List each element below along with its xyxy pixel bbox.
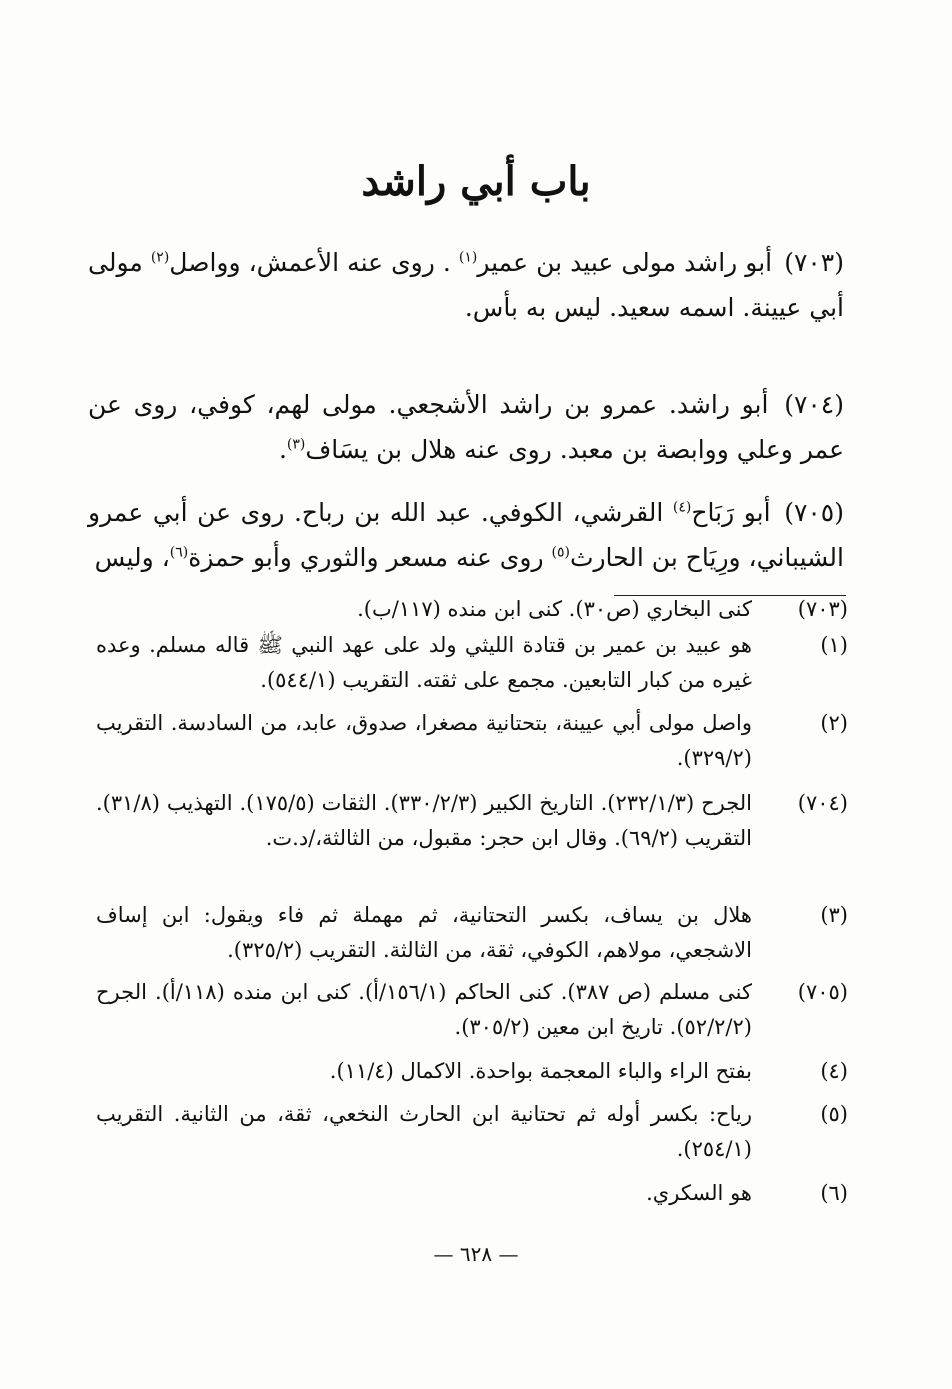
footnote-text: رياح: بكسر أوله ثم تحتانية ابن الحارث النخعي، ثقة، من الثانية. التقريب (٢٥٤/١). [96, 1102, 752, 1161]
footnote-number: (٧٠٣) [797, 597, 848, 621]
footnote-ref[interactable]: (٣) [286, 436, 306, 453]
footnote-705 [96, 975, 848, 1045]
footnote-ref[interactable]: (٢) [150, 249, 170, 266]
footnote-ref[interactable]: (٤) [672, 499, 692, 516]
footnote-ref[interactable]: (٥) [551, 544, 570, 561]
footnote-ref[interactable]: (٦) [169, 544, 189, 561]
footnote-text: كنى مسلم (ص ٣٨٧). كنى الحاكم (١٥٦/١/أ). كنى ابن منده (١١٨/أ). الجرح (٥٢/٢/٢). تاريخ ابن معين (٣٠٥/٢). [96, 980, 752, 1039]
entry-number: (٧٠٥) [784, 498, 845, 527]
footnote-1 [96, 628, 848, 698]
footnote-number: (١) [820, 633, 848, 657]
entry-text: أبو رَبَاح [691, 498, 771, 527]
entry-number: (٧٠٣) [784, 248, 845, 277]
chapter-title: باب أبي راشد [361, 158, 591, 205]
footnote-number: (٢) [820, 711, 848, 735]
entry-text: أبو راشد. عمرو بن راشد الأشجعي. مولى لهم، كوفي، روى عن عمر وعلي ووابصة بن معبد. روى عنه هلال بن يسَاف [88, 390, 844, 464]
footnote-text: واصل مولى أبي عيينة، بتحتانية مصغرا، صدوق، عابد، من السادسة. التقريب (٣٢٩/٢). [96, 711, 752, 770]
footnote-2 [96, 706, 848, 776]
footnote-text: الجرح (٢٣٢/١/٣). التاريخ الكبير (٣٣٠/٢/٣). الثقات (١٧٥/٥). التهذيب (٣١/٨). التقريب (٦٩/٢). وقال ابن حجر: مقبول، من الثالثة،/د.ت. [96, 791, 752, 850]
entry-text: . روى عنه الأعمش، وواصل [169, 248, 459, 277]
entry-703 [88, 240, 844, 330]
entry-text: ، وليس [94, 543, 170, 572]
footnote-4 [96, 1054, 848, 1089]
footnote-number: (٥) [820, 1102, 848, 1126]
entry-text: روى عنه مسعر والثوري وأبو حمزة [188, 543, 552, 572]
footnote-number: (٧٠٥) [797, 980, 848, 1004]
footnote-5 [96, 1097, 848, 1167]
footnote-3 [96, 898, 848, 968]
footnote-text: هو عبيد بن عمير بن قتادة الليثي ولد على عهد النبي ﷺ قاله مسلم. وعده غيره من كبار التابعين. مجمع على ثقته. التقريب (٥٤٤/١). [96, 633, 752, 692]
footnote-text: هو السكري. [646, 1181, 752, 1205]
footnote-number: (٣) [820, 903, 848, 927]
footnote-704 [96, 786, 848, 856]
footnote-703 [96, 592, 848, 627]
footnote-6 [96, 1176, 848, 1211]
entry-text: أبو راشد مولى عبيد بن عمير [477, 248, 773, 277]
entry-text: القرشي، الكوفي. عبد الله بن رباح. روى عن أبي عمرو الشيباني، ورِيَاح بن الحارث [88, 498, 844, 572]
footnote-text: بفتح الراء والباء المعجمة بواحدة. الاكمال (١١/٤). [329, 1059, 752, 1083]
footnote-ref[interactable]: (١) [458, 249, 478, 266]
entry-number: (٧٠٤) [784, 390, 845, 419]
entry-704 [88, 382, 844, 472]
page-number: — ٦٢٨ — [433, 1242, 519, 1266]
footnote-text: كنى البخاري (ص٣٠). كنى ابن منده (١١٧/ب). [357, 597, 752, 621]
entry-text: مولى أبي عيينة. اسمه سعيد. ليس به بأس. [88, 248, 844, 322]
footnote-number: (٧٠٤) [797, 791, 848, 815]
footnote-number: (٦) [820, 1181, 848, 1205]
entry-705 [88, 490, 844, 580]
footnote-text: هلال بن يساف، بكسر التحتانية، ثم مهملة ثم فاء ويقول: ابن إساف الاشجعي، مولاهم، الكوفي، ثقة، من الثالثة. التقريب (٣٢٥/٢). [96, 903, 752, 962]
footnote-number: (٤) [820, 1059, 848, 1083]
entry-text: . [278, 435, 287, 464]
